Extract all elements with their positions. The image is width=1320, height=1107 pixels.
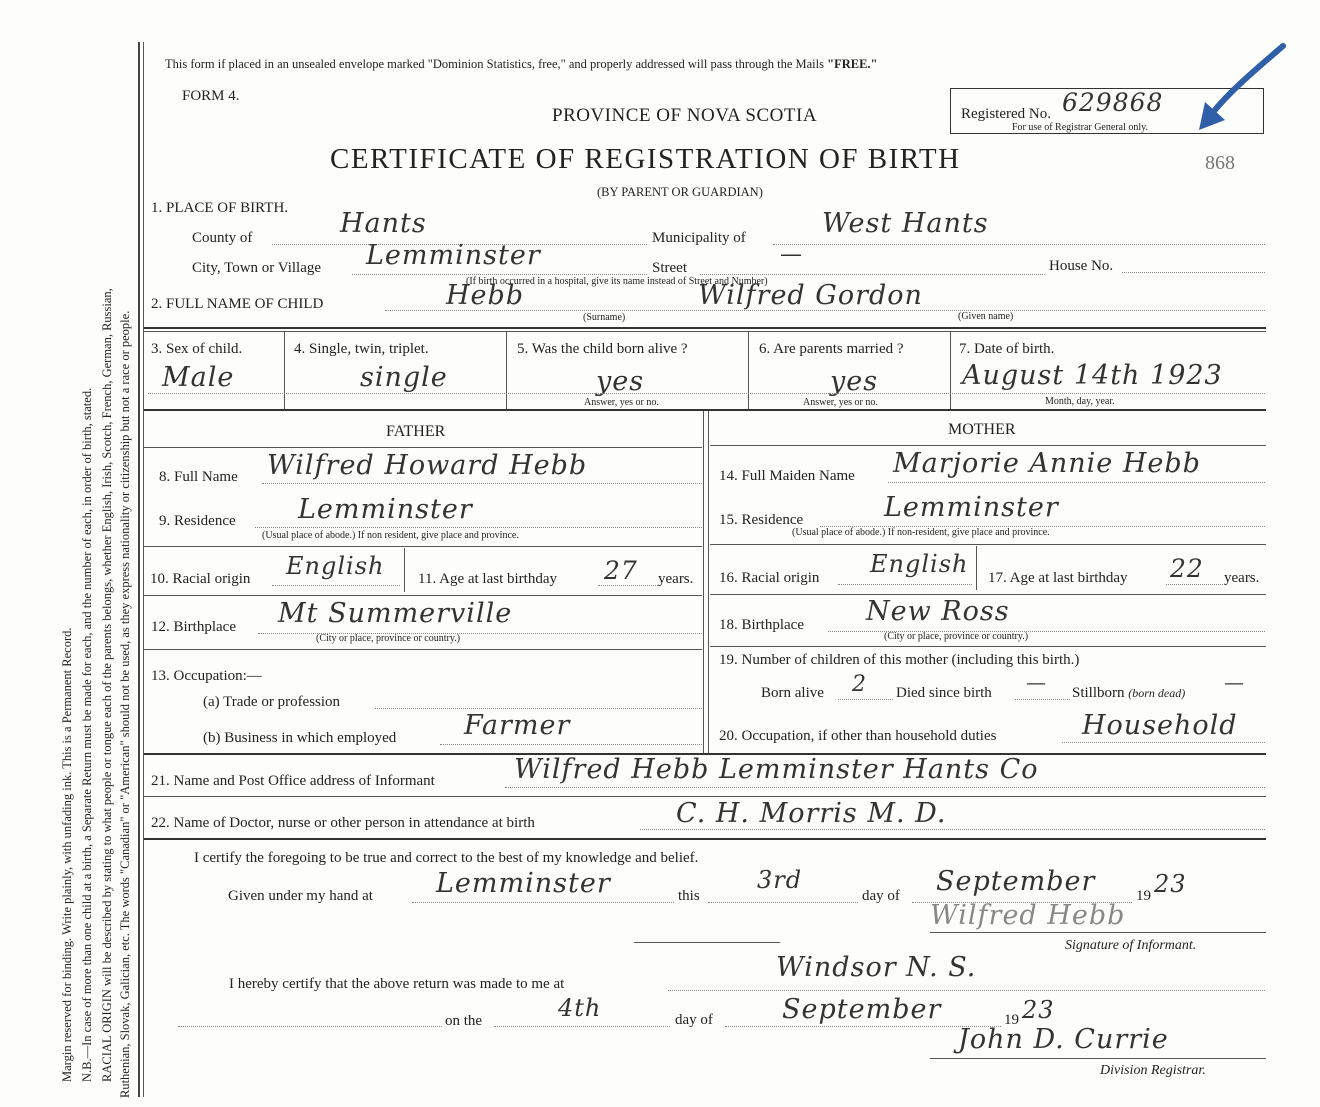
mother-residence-label: 15. Residence: [719, 512, 804, 528]
mother-residence-value: Lemminster: [884, 492, 1059, 523]
father-name-value: Wilfred Howard Hebb: [267, 450, 588, 481]
certify-statement: I certify the foregoing to be true and correct to the best of my knowledge and belief.: [194, 850, 699, 866]
father-name-label: 8. Full Name: [159, 469, 238, 485]
born-alive-value: yes: [596, 366, 645, 397]
mail-note-text: This form if placed in an unsealed envelope marked "Dominion Statistics, free," and properly addressed will pass through the Mails: [165, 57, 824, 71]
mother-name-value: Marjorie Annie Hebb: [893, 448, 1201, 479]
single-twin-value: single: [360, 362, 448, 393]
certify-year: 23: [1154, 870, 1187, 898]
surname-caption: (Surname): [583, 312, 626, 323]
mother-racial-value: English: [870, 550, 969, 578]
informant-signature: Wilfred Hebb: [930, 900, 1126, 931]
certificate-subtitle: (BY PARENT OR GUARDIAN): [597, 185, 763, 199]
racial-origin-note: RACIAL ORIGIN will be described by stating to what people or tongue each of the parents belongs, whether English, Irish, Scotch, French, German, Russian,: [100, 288, 114, 1082]
mother-age-label: 17. Age at last birthday: [988, 570, 1128, 586]
father-birthplace-value: Mt Summerville: [278, 598, 513, 629]
parents-married-value: yes: [830, 366, 879, 397]
business-label: (b) Business in which employed: [203, 730, 397, 746]
nb-note: N.B.—In case of more than one child at a birth, a Separate Return must be made for each, and the number of each, in order of birth, stated.: [80, 387, 94, 1082]
stillborn-label: [1072, 685, 1185, 702]
certificate-title: CERTIFICATE OF REGISTRATION OF BIRTH: [330, 143, 961, 175]
county-value: Hants: [340, 208, 427, 239]
date-of-birth-note: Month, day, year.: [1045, 396, 1115, 407]
mail-note: [165, 57, 877, 72]
registrar-statement: I hereby certify that the above return was made to me at: [229, 976, 565, 992]
stamp-number: 868: [1205, 152, 1235, 174]
given-name-caption: (Given name): [958, 311, 1014, 322]
registered-number-label: Registered No.: [961, 106, 1051, 122]
mother-birthplace-label: 18. Birthplace: [719, 617, 804, 633]
margin-note: Margin reserved for binding. Write plainly, with unfading ink. This is a Permanent Record.: [60, 627, 74, 1082]
born-alive-count-label: Born alive: [761, 685, 824, 701]
mother-birthplace-note: (City or place, province or country.): [884, 631, 1029, 642]
stillborn-note: (born dead): [1128, 686, 1186, 700]
single-twin-label: 4. Single, twin, triplet.: [294, 341, 429, 357]
sex-value: Male: [162, 362, 235, 393]
father-birthplace-note: (City or place, province or country.): [316, 633, 461, 644]
parents-married-label: 6. Are parents married ?: [759, 341, 904, 357]
place-of-birth-label: 1. PLACE OF BIRTH.: [151, 200, 289, 216]
full-name-label: 2. FULL NAME OF CHILD: [151, 296, 324, 312]
sex-label: 3. Sex of child.: [151, 341, 243, 357]
registrar-month: September: [782, 994, 942, 1025]
born-alive-note: Answer, yes or no.: [584, 397, 659, 408]
child-surname: Hebb: [446, 280, 525, 311]
born-alive-count: 2: [852, 672, 867, 697]
father-years-label: years.: [658, 571, 694, 587]
mother-occupation-value: Household: [1082, 710, 1238, 741]
mother-years-label: years.: [1224, 570, 1260, 586]
registrar-year-prefix: 19: [1004, 1012, 1019, 1028]
certify-day-of-label: day of: [862, 888, 900, 904]
registrar-year: 23: [1022, 996, 1055, 1024]
certify-year-prefix: 19: [1136, 888, 1151, 904]
date-of-birth-label: 7. Date of birth.: [959, 341, 1055, 357]
mother-age-value: 22: [1170, 554, 1204, 583]
children-count-label: 19. Number of children of this mother (including this birth.): [719, 652, 1080, 668]
mother-racial-label: 16. Racial origin: [719, 570, 820, 586]
doctor-value: C. H. Morris M. D.: [676, 798, 947, 829]
mother-abode-note: (Usual place of abode.) If non-resident, give place and province.: [792, 527, 1050, 538]
father-heading: FATHER: [386, 423, 446, 440]
check-arrow-icon: [1195, 40, 1290, 135]
mother-occupation-label: 20. Occupation, if other than household duties: [719, 728, 997, 744]
business-value: Farmer: [464, 710, 571, 741]
county-label: County of: [192, 230, 253, 246]
racial-origin-note-2: Ruthenian, Slovak, Galician, etc. The words "Canadian" or "American" should not be used, as they express nationality or citizenship but not a race or people.: [118, 310, 132, 1098]
mail-free: "FREE.": [827, 57, 878, 71]
street-value: —: [780, 242, 803, 267]
this-label: this: [678, 888, 700, 904]
registrar-day-of-label: day of: [675, 1012, 713, 1028]
city-value: Lemminster: [366, 240, 541, 271]
municipality-value: West Hants: [822, 208, 989, 239]
registrar-signature: John D. Currie: [958, 1024, 1169, 1055]
died-since-birth-value: —: [1026, 670, 1047, 694]
father-residence-value: Lemminster: [298, 494, 473, 525]
certify-day: 3rd: [757, 866, 803, 894]
informant-label: 21. Name and Post Office address of Informant: [151, 773, 435, 789]
mother-name-label: 14. Full Maiden Name: [719, 468, 855, 484]
registrar-general-note: For use of Registrar General only.: [1012, 122, 1148, 133]
father-age-value: 27: [604, 556, 638, 585]
child-given-name: Wilfred Gordon: [698, 280, 923, 311]
stillborn-label-text: Stillborn: [1072, 685, 1125, 701]
informant-signature-label: Signature of Informant.: [1065, 938, 1197, 953]
registrar-day: 4th: [558, 994, 602, 1022]
house-number-label: House No.: [1049, 258, 1114, 274]
city-label: City, Town or Village: [192, 260, 322, 276]
street-label: Street: [652, 260, 687, 276]
father-age-label: 11. Age at last birthday: [418, 571, 557, 587]
registrar-place: Windsor N. S.: [776, 952, 977, 983]
given-under-label: Given under my hand at: [228, 888, 373, 904]
hospital-note: (If birth occurred in a hospital, give its name instead of Street and Number): [466, 276, 768, 287]
municipality-label: Municipality of: [652, 230, 746, 246]
informant-value: Wilfred Hebb Lemminster Hants Co: [514, 754, 1039, 785]
born-alive-label: 5. Was the child born alive ?: [517, 341, 688, 357]
mother-heading: MOTHER: [948, 421, 1016, 438]
province-title: PROVINCE OF NOVA SCOTIA: [552, 105, 818, 126]
trade-label: (a) Trade or profession: [203, 694, 341, 710]
registrar-on-the-label: on the: [445, 1013, 483, 1029]
parents-married-note: Answer, yes or no.: [803, 397, 878, 408]
certify-place: Lemminster: [436, 868, 611, 899]
father-abode-note: (Usual place of abode.) If non resident, give place and province.: [262, 530, 519, 541]
mother-birthplace-value: New Ross: [866, 596, 1010, 627]
form-number: FORM 4.: [182, 88, 240, 104]
father-residence-label: 9. Residence: [159, 513, 236, 529]
died-since-birth-label: Died since birth: [896, 685, 992, 701]
registrar-signature-label: Division Registrar.: [1100, 1063, 1206, 1078]
father-birthplace-label: 12. Birthplace: [151, 619, 236, 635]
father-racial-label: 10. Racial origin: [150, 571, 251, 587]
occupation-label: 13. Occupation:—: [151, 668, 262, 684]
certify-month: September: [936, 866, 1096, 897]
stillborn-value: —: [1224, 670, 1245, 694]
father-racial-value: English: [286, 552, 385, 580]
doctor-label: 22. Name of Doctor, nurse or other person in attendance at birth: [151, 815, 535, 831]
registered-number: 629868: [1062, 88, 1164, 117]
date-of-birth-value: August 14th 1923: [962, 360, 1223, 391]
